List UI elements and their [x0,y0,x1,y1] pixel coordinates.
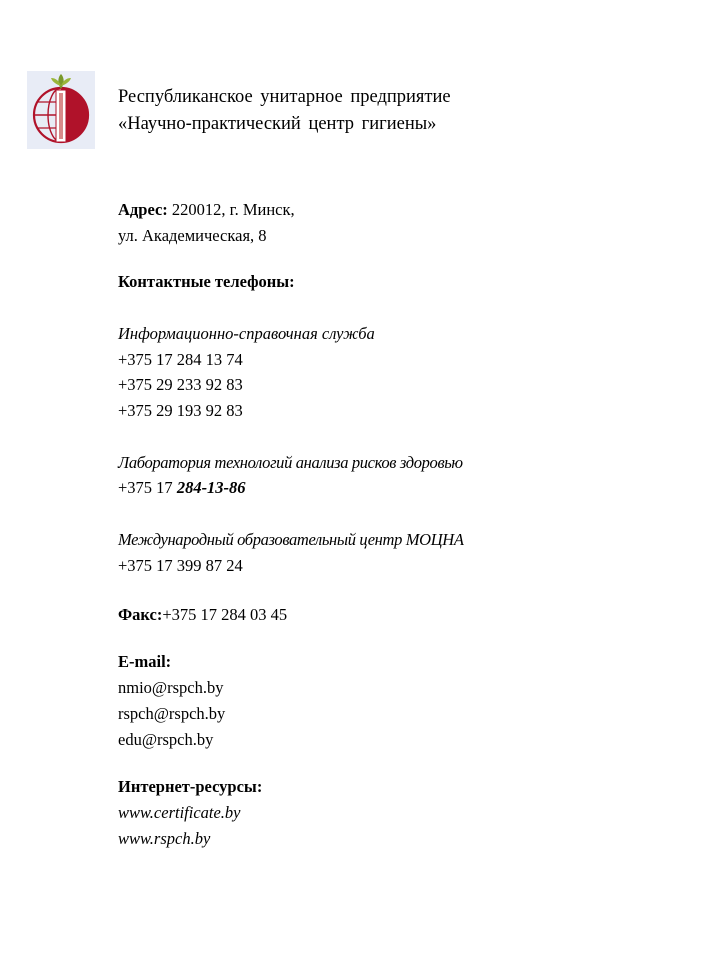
info-service-phone-1: +375 17 284 13 74 [118,350,243,369]
address-line-2: ул. Академическая, 8 [118,226,267,245]
internet-label: Интернет-ресурсы: [118,777,263,796]
lab-label: Лаборатория технологий анализа рисков здоровью [118,453,463,472]
lab-phone-number: 284-13-86 [176,478,246,497]
organization-line-2: «Научно-практический центр гигиены» [118,114,437,134]
website-link-2[interactable]: www.rspch.by [118,829,211,848]
email-address-1[interactable]: nmio@rspch.by [118,678,224,697]
info-service-phone-3: +375 29 193 92 83 [118,401,243,420]
address-value-1: 220012, г. Минск, [171,200,295,219]
fax-line [118,605,287,625]
education-center-phone: +375 17 399 87 24 [118,556,243,575]
lab-phone [118,478,246,498]
email-address-3[interactable]: edu@rspch.by [118,730,214,749]
address-label: Адрес: [118,200,168,219]
education-center-label: Международный образовательный центр МОЦНА [118,530,464,549]
fax-value: +375 17 284 03 45 [162,605,288,624]
contacts-heading: Контактные телефоны: [118,272,295,291]
lab-phone-prefix: +375 17 [118,478,177,497]
website-link-1[interactable]: www.certificate.by [118,803,241,822]
email-address-2[interactable]: rspch@rspch.by [118,704,226,723]
address-line-1 [118,200,295,220]
email-label: E-mail: [118,652,172,671]
organization-line-1: Республиканское унитарное предприятие [118,87,451,107]
info-service-phone-2: +375 29 233 92 83 [118,375,243,394]
institute-globe-logo [27,71,95,149]
fax-label: Факс: [118,605,163,624]
organization-name [118,84,451,138]
info-service-label: Информационно-справочная служба [118,324,375,343]
